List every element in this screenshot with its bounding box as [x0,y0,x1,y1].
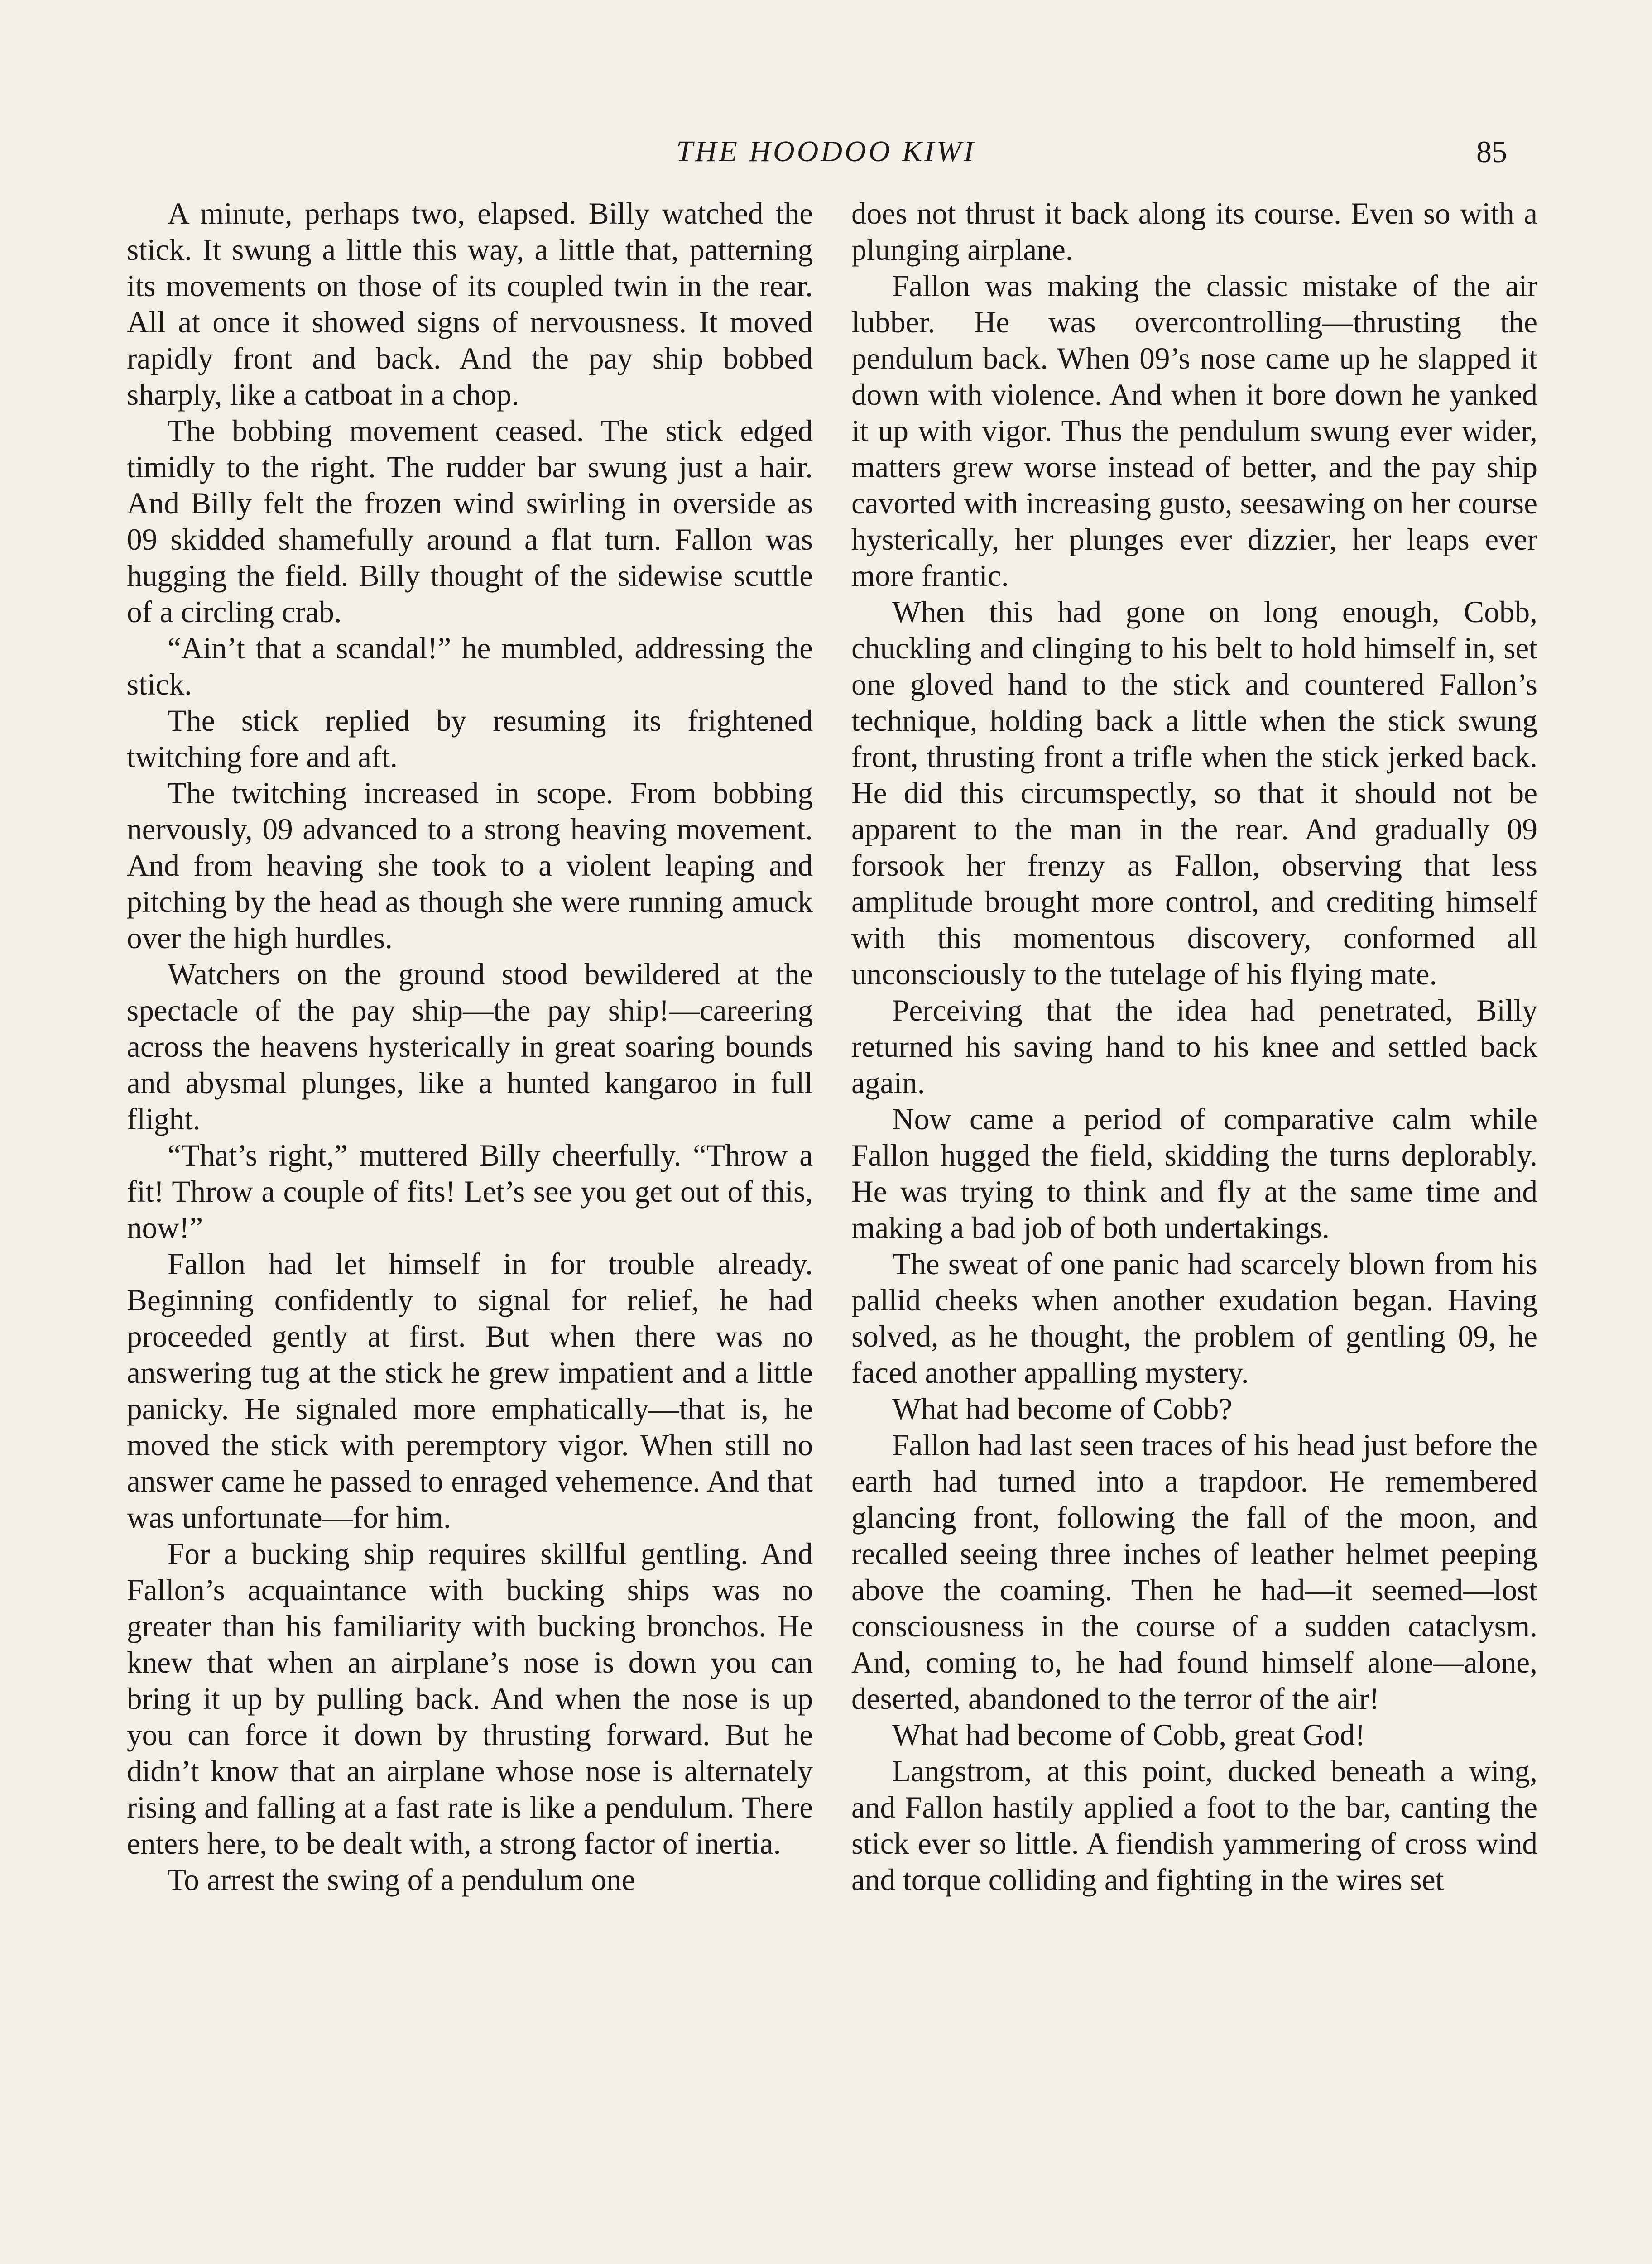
paragraph-continued: does not thrust it back along its course. Even so with a plunging airplane. [851,197,1537,267]
paragraph: The twitching increased in scope. From bobbing nervously, 09 advanced to a strong heaving movement. And from heaving she took to a violent leaping and pitching by the head as though she were running amuck over the high hurdles. [127,776,813,955]
paragraph: “Ain’t that a scandal!” he mumbled, addressing the stick. [127,631,813,701]
paragraph: Fallon had last seen traces of his head just before the earth had turned into a trapdoor. He remembered glancing front, following the fall of the moon, and recalled seeing three inches of leather helmet peeping above the coaming. Then he had—it seemed—lost consciousness in the course of a sudden cataclysm. And, coming to, he had found himself alone—alone, deserted, abandoned to the terror of the air! [851,1428,1537,1716]
paragraph: The bobbing movement ceased. The stick edged timidly to the right. The rudder bar swung just a hair. And Billy felt the frozen wind swirling in overside as 09 skidded shamefully around a flat turn. Fallon was hugging the field. Billy thought of the sidewise scuttle of a circling crab. [127,414,813,629]
paragraph: Watchers on the ground stood bewildered at the spectacle of the pay ship—the pay ship!—careering across the heavens hysterically in great soaring bounds and abysmal plunges, like a hunted kangaroo in full flight. [127,957,813,1136]
paragraph: Langstrom, at this point, ducked beneath a wing, and Fallon hastily applied a foot to the bar, canting the stick ever so little. A fiendish yammering of cross wind and torque colliding and fighting in the wires set [851,1754,1537,1897]
right-column [851,196,1537,1898]
paragraph: Perceiving that the idea had penetrated, Billy returned his saving hand to his knee and settled back again. [851,993,1537,1100]
paragraph: What had become of Cobb, great God! [892,1718,1365,1752]
paragraph: Fallon was making the classic mistake of the air lubber. He was overcontrolling—thrusting the pendulum back. When 09’s nose came up he slapped it down with violence. And when it bore down he yanked it up with vigor. Thus the pendulum swung ever wider, matters grew worse instead of better, and the pay ship cavorted with increasing gusto, seesawing on her course hysterically, her plunges ever dizzier, her leaps ever more frantic. [851,269,1537,593]
paragraph: The stick replied by resuming its frightened twitching fore and aft. [127,704,813,774]
page-number: 85 [1476,134,1507,169]
paragraph: Now came a period of comparative calm while Fallon hugged the field, skidding the turns deplorably. He was trying to think and fly at the same time and making a bad job of both undertakings. [851,1102,1537,1245]
paragraph: When this had gone on long enough, Cobb, chuckling and clinging to his belt to hold himself in, set one gloved hand to the stick and countered Fallon’s technique, holding back a little when the stick swung front, thrusting front a trifle when the stick jerked back. He did this circumspectly, so that it should not be apparent to the man in the rear. And gradually 09 forsook her frenzy as Fallon, observing that less amplitude brought more control, and crediting himself with this momentous discovery, conformed all unconsciously to the tutelage of his flying mate. [851,595,1537,991]
left-column [127,196,813,1898]
paragraph: A minute, perhaps two, elapsed. Billy watched the stick. It swung a little this way, a little that, patterning its movements on those of its coupled twin in the rear. All at once it showed signs of nervousness. It moved rapidly front and back. And the pay ship bobbed sharply, like a catboat in a chop. [127,197,813,412]
paragraph: “That’s right,” muttered Billy cheerfully. “Throw a fit! Throw a couple of fits! Let’s see you get out of this, now!” [127,1138,813,1245]
paragraph: The sweat of one panic had scarcely blown from his pallid cheeks when another exudation began. Having solved, as he thought, the problem of gentling 09, he faced another appalling mystery. [851,1247,1537,1390]
paragraph: For a bucking ship requires skillful gentling. And Fallon’s acquaintance with bucking ships was no greater than his familiarity with bucking bronchos. He knew that when an airplane’s nose is down you can bring it up by pulling back. And when the nose is up you can force it down by thrusting forward. But he didn’t know that an airplane whose nose is alternately rising and falling at a fast rate is like a pendulum. There enters here, to be dealt with, a strong factor of inertia. [127,1537,813,1861]
running-title: THE HOODOO KIWI [676,135,976,168]
paragraph: Fallon had let himself in for trouble already. Beginning confidently to signal for relief, he had proceeded gently at first. But when there was no answering tug at the stick he grew impatient and a little panicky. He signaled more emphatically—that is, he moved the stick with peremptory vigor. When still no answer came he passed to enraged vehemence. And that was unfortunate—for him. [127,1247,813,1535]
running-head [127,131,1525,172]
paragraph: To arrest the swing of a pendulum one [168,1863,635,1897]
paragraph: What had become of Cobb? [892,1392,1233,1426]
